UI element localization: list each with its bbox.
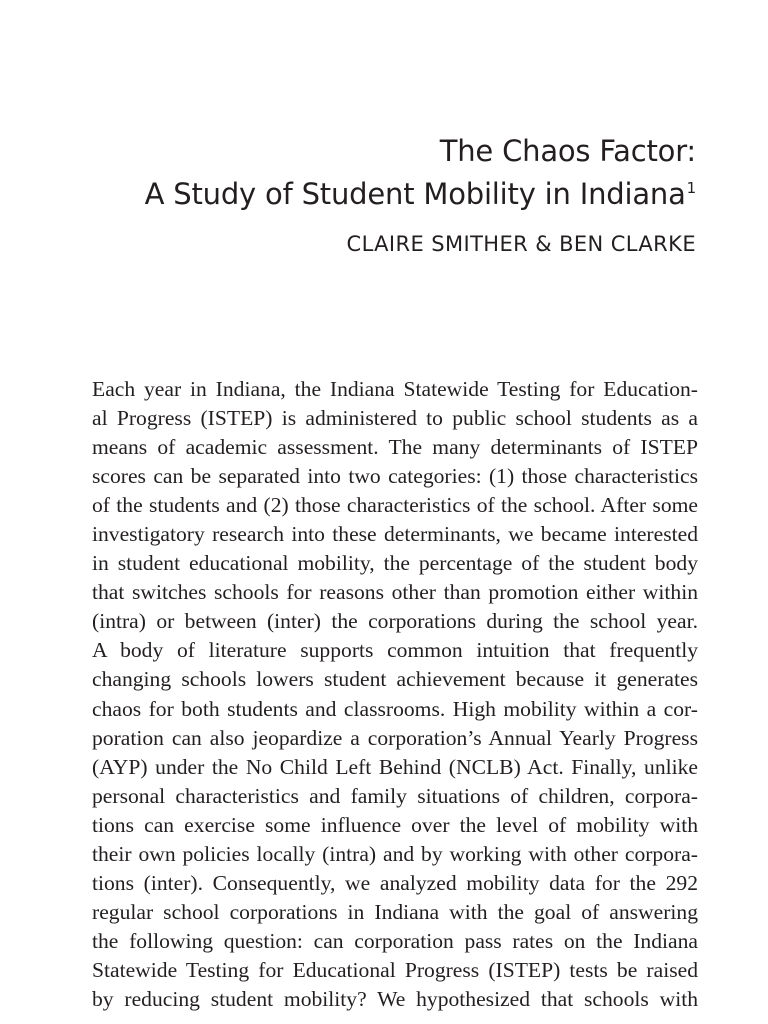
- body-line: A body of literature supports common intuition that frequently: [92, 638, 698, 663]
- body-line: (AYP) under the No Child Left Behind (NCLB) Act. Finally, unlike: [92, 754, 698, 779]
- body-line: personal characteristics and family situations of children, corpora-: [92, 783, 698, 808]
- body-line: that switches schools for reasons other than promotion either within: [92, 580, 698, 605]
- article-title-line-1: [92, 130, 696, 173]
- body-line: their own policies locally (intra) and by working with other corpora-: [92, 841, 698, 866]
- body-line: means of academic assessment. The many determinants of ISTEP: [92, 435, 698, 460]
- article-header: [92, 130, 696, 258]
- title-line-2-text: A Study of Student Mobility in Indiana: [144, 177, 686, 211]
- body-line: changing schools lowers student achievement because it generates: [92, 667, 698, 692]
- body-line: Each year in Indiana, the Indiana Statewide Testing for Education-: [92, 377, 698, 401]
- body-line: regular school corporations in Indiana with the goal of answering: [92, 899, 698, 924]
- body-line: chaos for both students and classrooms. High mobility within a cor-: [92, 696, 698, 721]
- body-line: by reducing student mobility? We hypothesized that schools with: [92, 986, 698, 1011]
- body-line: tions (inter). Consequently, we analyzed mobility data for the 292: [92, 870, 698, 895]
- body-line: the following question: can corporation pass rates on the Indiana: [92, 928, 698, 953]
- article-title-line-2: [92, 173, 696, 216]
- title-line-1-text: The Chaos Factor:: [439, 134, 696, 168]
- body-line: investigatory research into these determinants, we became interested: [92, 522, 698, 547]
- body-line: Statewide Testing for Educational Progress (ISTEP) tests be raised: [92, 957, 698, 982]
- body-line: of the students and (2) those characteristics of the school. After some: [92, 493, 698, 518]
- article-authors: CLAIRE SMITHER & BEN CLARKE: [346, 232, 696, 256]
- body-paragraph: [92, 375, 698, 1014]
- body-line: scores can be separated into two categories: (1) those characteristics: [92, 464, 698, 489]
- footnote-marker[interactable]: 1: [686, 179, 696, 198]
- body-line: (intra) or between (inter) the corporations during the school year.: [92, 609, 698, 634]
- body-line: poration can also jeopardize a corporation’s Annual Yearly Progress: [92, 725, 698, 750]
- body-line: in student educational mobility, the percentage of the student body: [92, 551, 698, 576]
- body-line: al Progress (ISTEP) is administered to public school students as a: [92, 406, 698, 431]
- body-line: tions can exercise some influence over the level of mobility with: [92, 812, 698, 837]
